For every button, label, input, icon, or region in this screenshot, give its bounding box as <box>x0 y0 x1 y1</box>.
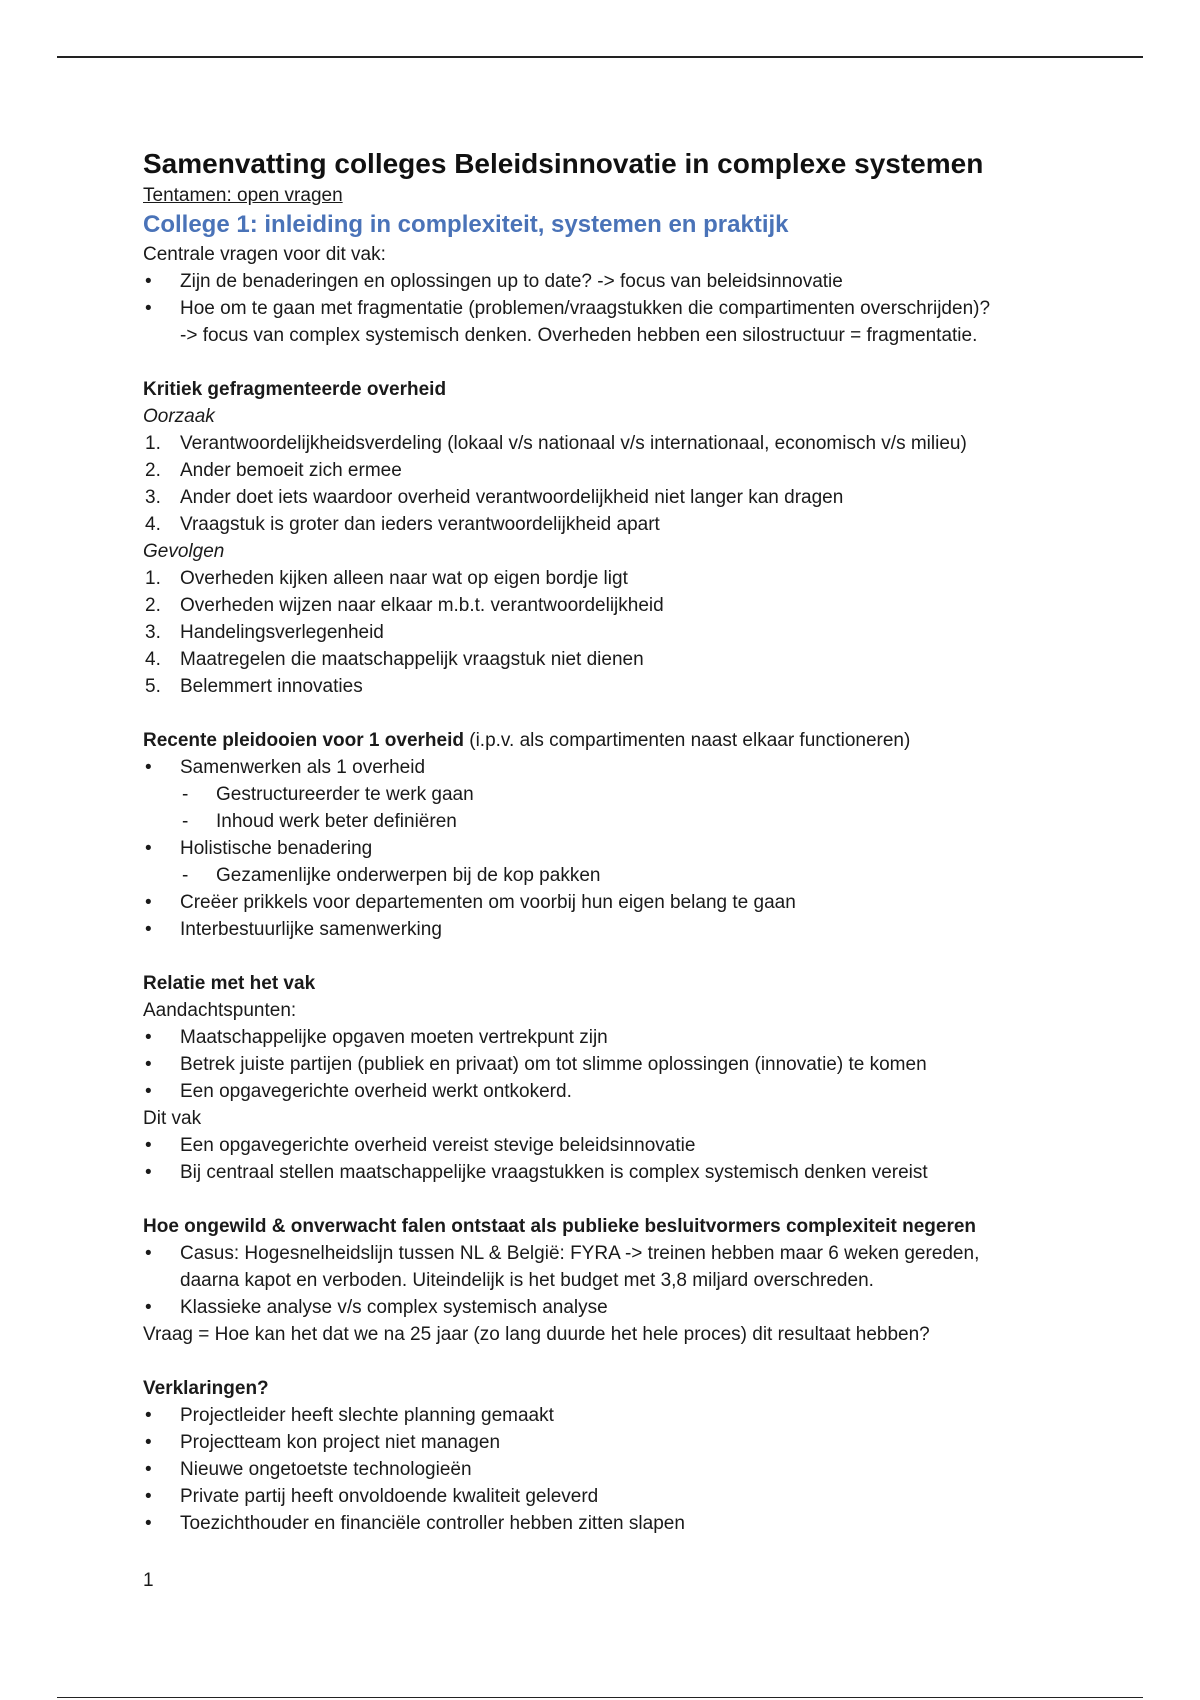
sub-list-item: - Gezamenlijke onderwerpen bij de kop pakken <box>143 862 1083 889</box>
sub-list-item: - Gestructureerder te werk gaan <box>143 781 1083 808</box>
list-item: • Bij centraal stellen maatschappelijke vraagstukken is complex systemisch denken vereist <box>143 1159 1083 1186</box>
gevolgen-label: Gevolgen <box>143 541 225 562</box>
aandacht-label: Aandachtspunten: <box>143 1000 297 1021</box>
list-item: • Projectteam kon project niet managen <box>143 1429 1083 1456</box>
list-item: • Projectleider heeft slechte planning gemaakt <box>143 1402 1083 1429</box>
list-item: 4. Vraagstuk is groter dan ieders verantwoordelijkheid apart <box>145 514 660 535</box>
falen-list <box>143 1240 1083 1321</box>
oorzaak-label: Oorzaak <box>143 406 215 427</box>
vraag-line: Vraag = Hoe kan het dat we na 25 jaar (zo lang duurde het hele proces) dit resultaat hebben? <box>143 1324 930 1345</box>
ditvak-list <box>143 1132 1083 1186</box>
list-item: • Toezichthouder en financiële controller hebben zitten slapen <box>143 1510 1083 1537</box>
list-item: • Private partij heeft onvoldoende kwaliteit geleverd <box>143 1483 1083 1510</box>
list-item: • Samenwerken als 1 overheid <box>143 754 1083 781</box>
intro-lead: Centrale vragen voor dit vak: <box>143 244 386 265</box>
list-item: 2. Ander bemoeit zich ermee <box>145 460 402 481</box>
section-heading-falen: Hoe ongewild & onverwacht falen ontstaat als publieke besluitvormers complexiteit negeren <box>143 1216 977 1237</box>
section-heading-kritiek: Kritiek gefragmenteerde overheid <box>143 379 447 400</box>
list-item: 5. Belemmert innovaties <box>145 676 363 697</box>
sub-list-item: - Inhoud werk beter definiëren <box>143 808 1083 835</box>
list-item: • Een opgavegerichte overheid werkt ontkokerd. <box>143 1078 1083 1105</box>
header-rule <box>57 56 1143 58</box>
list-item: • Casus: Hogesnelheidslijn tussen NL & België: FYRA -> treinen hebben maar 6 weken gereden, <box>143 1240 1083 1267</box>
document-page <box>143 146 1083 1537</box>
gevolgen-list <box>143 565 1083 700</box>
oorzaak-list <box>143 430 1083 538</box>
list-item: • Interbestuurlijke samenwerking <box>143 916 1083 943</box>
list-item: • Klassieke analyse v/s complex systemisch analyse <box>143 1294 1083 1321</box>
section-heading-relatie: Relatie met het vak <box>143 973 316 994</box>
exam-note: Tentamen: open vragen <box>143 185 343 206</box>
page-number: 1 <box>143 1570 154 1591</box>
list-item: • Betrek juiste partijen (publiek en privaat) om tot slimme oplossingen (innovatie) te komen <box>143 1051 1083 1078</box>
ditvak-label: Dit vak <box>143 1108 202 1129</box>
intro-list <box>143 268 1083 349</box>
list-item: 4. Maatregelen die maatschappelijk vraagstuk niet dienen <box>145 649 644 670</box>
list-item-continuation: -> focus van complex systemisch denken. Overheden hebben een silostructuur = fragmentatie. <box>180 325 978 346</box>
pleidooien-list <box>143 754 1083 943</box>
list-item: 3. Ander doet iets waardoor overheid verantwoordelijkheid niet langer kan dragen <box>145 487 844 508</box>
list-item: • Creëer prikkels voor departementen om voorbij hun eigen belang te gaan <box>143 889 1083 916</box>
list-item: • Nieuwe ongetoetste technologieën <box>143 1456 1083 1483</box>
college-heading: College 1: inleiding in complexiteit, systemen en praktijk <box>143 211 789 238</box>
list-item: • Holistische benadering <box>143 835 1083 862</box>
list-item: 1. Verantwoordelijkheidsverdeling (lokaal v/s nationaal v/s internationaal, economisch v/s milieu) <box>145 433 967 454</box>
list-item-continuation: daarna kapot en verboden. Uiteindelijk is het budget met 3,8 miljard overschreden. <box>180 1270 874 1291</box>
list-item: • Maatschappelijke opgaven moeten vertrekpunt zijn <box>143 1024 1083 1051</box>
aandacht-list <box>143 1024 1083 1105</box>
list-item: 3. Handelingsverlegenheid <box>145 622 384 643</box>
verklaringen-list <box>143 1402 1083 1537</box>
list-item: • Hoe om te gaan met fragmentatie (problemen/vraagstukken die compartimenten overschrijden)? <box>143 295 1083 322</box>
footer-rule <box>57 1697 1143 1698</box>
list-item: • Een opgavegerichte overheid vereist stevige beleidsinnovatie <box>143 1132 1083 1159</box>
list-item: 1. Overheden kijken alleen naar wat op eigen bordje ligt <box>145 568 628 589</box>
section-heading-verklaringen: Verklaringen? <box>143 1378 269 1399</box>
section-heading-pleidooien: Recente pleidooien voor 1 overheid (i.p.v. als compartimenten naast elkaar functioneren) <box>143 730 911 751</box>
list-item: • Zijn de benaderingen en oplossingen up to date? -> focus van beleidsinnovatie <box>143 268 1083 295</box>
document-title: Samenvatting colleges Beleidsinnovatie in complexe systemen <box>143 148 984 179</box>
list-item: 2. Overheden wijzen naar elkaar m.b.t. verantwoordelijkheid <box>145 595 664 616</box>
